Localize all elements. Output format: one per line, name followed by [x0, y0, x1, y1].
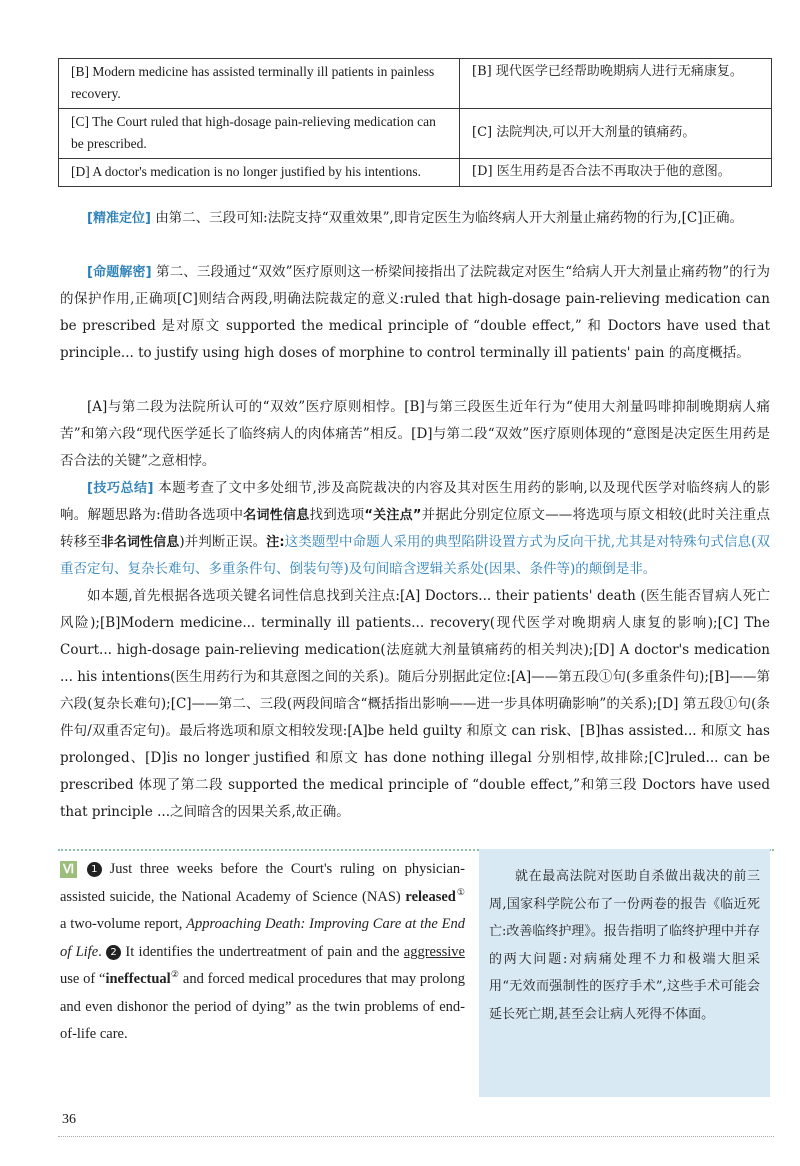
table-row	[59, 109, 772, 159]
paragraph-number-badge: Ⅵ	[60, 861, 77, 878]
sentence-number-2: 2	[106, 945, 121, 960]
sentence-number-1: 1	[87, 862, 102, 877]
section-tag: [技巧总结]	[87, 481, 154, 496]
article-text: .	[98, 943, 107, 960]
option-c-chinese: [C] 法院判决,可以开大剂量的镇痛药。	[460, 109, 772, 159]
footnote-marker: ②	[170, 969, 180, 980]
section-text: [A]与第二段为法院所认可的“双效”医疗原则相悖。[B]与第三段医生近年行为“使用大剂量吗啡抑制晚期病人痛苦”和第六段“现代医学延长了临终病人的肉体痛苦”相反。[D]与第二段“双效”医疗原则体现的“意图是决定医生用药是否合法的关键”之意相悖。	[60, 399, 770, 469]
options-table	[58, 58, 772, 187]
question-analysis-section	[60, 259, 770, 367]
option-c-english: [C] The Court ruled that high-dosage pain-relieving medication can be prescribed.	[59, 109, 460, 159]
article-text: Just three weeks before the Court's ruling on physician-assisted suicide, the National Academy of Science (NAS)	[60, 861, 466, 905]
footer-divider	[58, 1136, 774, 1137]
vocab-word: ineffectual	[105, 971, 171, 987]
option-d-english: [D] A doctor's medication is no longer justified by his intentions.	[59, 159, 460, 187]
highlight-text: 非名词性信息	[100, 535, 180, 550]
article-text: and forced medical procedures that may prolong and even dishonor the period of dying” as the twin problems of end-of-life care.	[60, 971, 465, 1042]
translation-box	[479, 849, 770, 1097]
option-d-chinese: [D] 医生用药是否合法不再取决于他的意图。	[460, 159, 772, 187]
table-row	[59, 59, 772, 109]
article-text: It identifies the undertreatment of pain and the	[121, 943, 404, 960]
section-text: 找到选项	[309, 507, 365, 523]
highlight-text: 名词性信息	[243, 508, 310, 523]
section-text: 第二、三段通过“双效”医疗原则这一桥梁间接指出了法院裁定对医生“给病人开大剂量止痛药物”的行为的保护作用,正确项[C]则结合两段,明确法院裁定的意义:ruled that high-dosage pain-relieving medication can be prescribed 是对原文 supported the medical principle of “double effect,” 和 Doctors have used that principle... to justify using high doses of morphine to control terminally ill patients' pain 的高度概括。	[60, 264, 770, 361]
section-text: )并判断正误。	[179, 534, 267, 550]
page-number: 36	[62, 1112, 76, 1127]
precise-location-section	[60, 205, 770, 232]
section-text: 如本题,首先根据各选项关键名词性信息找到关注点:[A] Doctors... their patients' death (医生能否冒病人死亡风险);[B]Modern medicine... terminally ill patients... recovery(现代医学对晚期病人康复的影响);[C] The Court... high-dosage pain-relieving medication(法庭就大剂量镇痛药的相关判决);[D] A doctor's medication ... his intentions(医生用药行为和其意图之间的关系)。随后分别据此定位:[A]——第五段①句(多重条件句);[B]——第六段(复杂长难句);[C]——第二、三段(两段间暗含“概括指出影响——进一步具体明确影响”的关系);[D] 第五段①句(条件句/双重否定句)。最后将选项和原文相较发现:[A]be held guilty 和原文 can risk、[B]has assisted... 和原文 has prolonged、[D]is no longer justified 和原文 has done nothing illegal 分别相悖,故排除;[C]ruled... can be prescribed 体现了第二段 supported the medical principle of “double effect,”和第三段 Doctors have used that principle ...之间暗含的因果关系,故正确。	[60, 588, 770, 820]
highlight-text: “关注点”	[364, 508, 422, 523]
section-text: 本题考查了文中多处细节,涉及高院裁决的内容及其对医生用药的影响,以及现代医学对临终病人的影响。解题思路为:借助各选项中	[60, 480, 770, 523]
vocab-word: aggressive	[403, 943, 465, 960]
note-label: 注:	[266, 535, 285, 550]
section-text: 并据此分别定位原文——将选项与原文相较(此时关注重点转移至	[60, 507, 770, 550]
translation-text: 就在最高法院对医助自杀做出裁决的前三周,国家科学院公布了一份两卷的报告《临近死亡:改善临终护理》。报告指明了临终护理中并存的两大问题:对病痛处理不力和极端大胆采用“无效而强制性的医疗手术”,这些手术可能会延长死亡期,甚至会让病人死得不体面。	[489, 869, 760, 1022]
section-text: 由第二、三段可知:法院支持“双重效果”,即肯定医生为临终病人开大剂量止痛药物的行为,[C]正确。	[155, 210, 743, 226]
skill-summary-section	[60, 475, 770, 583]
example-analysis-section	[60, 583, 770, 826]
report-title: Approaching Death: Improving Care at the End of Life	[60, 916, 465, 960]
note-text: 这类题型中命题人采用的典型陷阱设置方式为反向干扰,尤其是对特殊句式信息(双重否定句、复杂长难句、多重条件句、倒装句等)及句间暗含逻辑关系处(因果、条件等)的颠倒是非。	[60, 534, 771, 577]
vocab-word: released	[405, 888, 456, 905]
article-paragraph	[60, 856, 465, 1049]
option-b-chinese: [B] 现代医学已经帮助晚期病人进行无痛康复。	[460, 59, 772, 109]
article-text: a two-volume report,	[60, 916, 187, 932]
option-b-english: [B] Modern medicine has assisted terminally ill patients in painless recovery.	[59, 59, 460, 109]
article-text: use of “	[60, 971, 106, 987]
section-tag: [命题解密]	[87, 265, 152, 280]
wrong-options-section	[60, 394, 770, 475]
table-row	[59, 159, 772, 187]
footnote-marker: ①	[455, 886, 465, 897]
section-tag: [精准定位]	[87, 211, 151, 226]
